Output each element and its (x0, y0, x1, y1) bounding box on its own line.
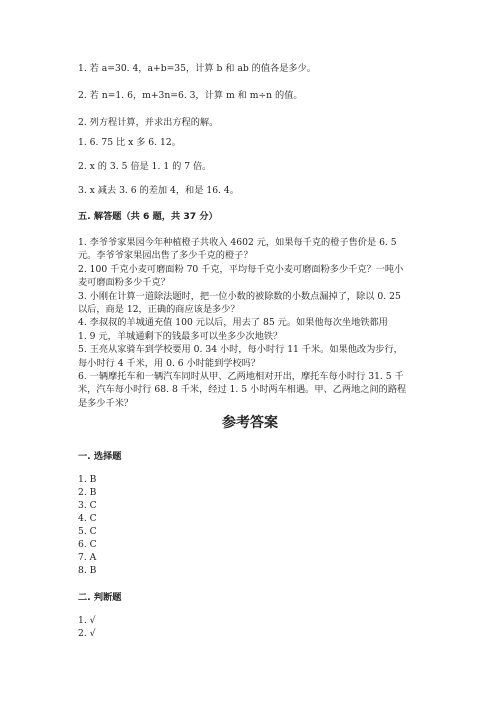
computation-item: 2. 若 n=1. 6，m+3n=6. 3，计算 m 和 m÷n 的值。 (78, 90, 303, 101)
problem-line: 2. 100 千克小麦可磨面粉 70 千克，平均每千克小麦可磨面粉多少千克？一吨小 (78, 263, 404, 275)
problem-list (78, 236, 432, 410)
computation-item: 1. 若 a=30. 4，a+b=35，计算 b 和 ab 的值各是多少。 (78, 63, 316, 74)
problem-line: 元。李爷爷家果园出售了多少千克的橙子？ (78, 250, 253, 262)
problem-line: 是多少千米？ (78, 397, 134, 409)
computation-item: 1. 6. 75 比 x 多 6. 12。 (78, 137, 181, 148)
computation-item: 3. x 减去 3. 6 的差加 4，和是 16. 4。 (78, 185, 239, 196)
problem-line: 3. 小刚在计算一道除法题时，把一位小数的被除数的小数点漏掉了，除以 0. 25 (78, 290, 401, 302)
answer-item: 4. C (78, 513, 97, 524)
answer-item: 8. B (78, 565, 97, 576)
problem-line: 4. 李叔叔的羊城通充值 100 元以后，用去了 85 元。如果他每次坐地铁都用 (78, 317, 388, 329)
answer-item: 2. B (78, 487, 97, 498)
computation-item: 2. 列方程计算，并求出方程的解。 (78, 117, 219, 128)
problem-line: 米，汽车每小时行 68. 8 千米，经过 1. 5 小时两车相遇。甲、乙两地之间的路程 (78, 384, 407, 396)
section-title: 一. 选择题 (78, 451, 122, 462)
problem-line: 以后，商是 12，正确的商应该是多少？ (78, 304, 240, 316)
problem-line: 6. 一辆摩托车和一辆汽车同时从甲、乙两地相对开出，摩托车每小时行 31. 5 千 (78, 371, 404, 383)
answer-item: 1. B (78, 474, 97, 485)
answer-item: 6. C (78, 539, 97, 550)
answer-item: 1. √ (78, 615, 96, 626)
problem-line: 5. 王亮从家骑车到学校要用 0. 34 小时，每小时行 11 千米。如果他改为步行， (78, 344, 403, 356)
judge-answers (78, 614, 96, 640)
problem-line: 1. 李爷爷家果园今年种植橙子共收入 4602 元，如果每千克的橙子售价是 6. 5 (78, 237, 397, 248)
problem-line: 每小时行 4 千米，用 0. 6 小时能到学校吗？ (78, 357, 261, 369)
problem-line: 麦可磨面粉多少千克？ (78, 277, 170, 289)
section-title: 五. 解答题（共 6 题，共 37 分） (78, 211, 218, 222)
answer-item: 5. C (78, 526, 97, 537)
answers-title: 参考答案 (222, 415, 278, 431)
answer-item: 7. A (78, 552, 97, 563)
section-title: 二. 判断题 (78, 592, 122, 603)
answer-item: 3. C (78, 500, 97, 511)
choice-answers (78, 473, 97, 577)
computation-item: 2. x 的 3. 5 倍是 1. 1 的 7 倍。 (78, 161, 212, 172)
problem-line: 1. 9 元，羊城通剩下的钱最多可以坐多少次地铁？ (78, 330, 283, 342)
answer-item: 2. √ (78, 628, 96, 639)
